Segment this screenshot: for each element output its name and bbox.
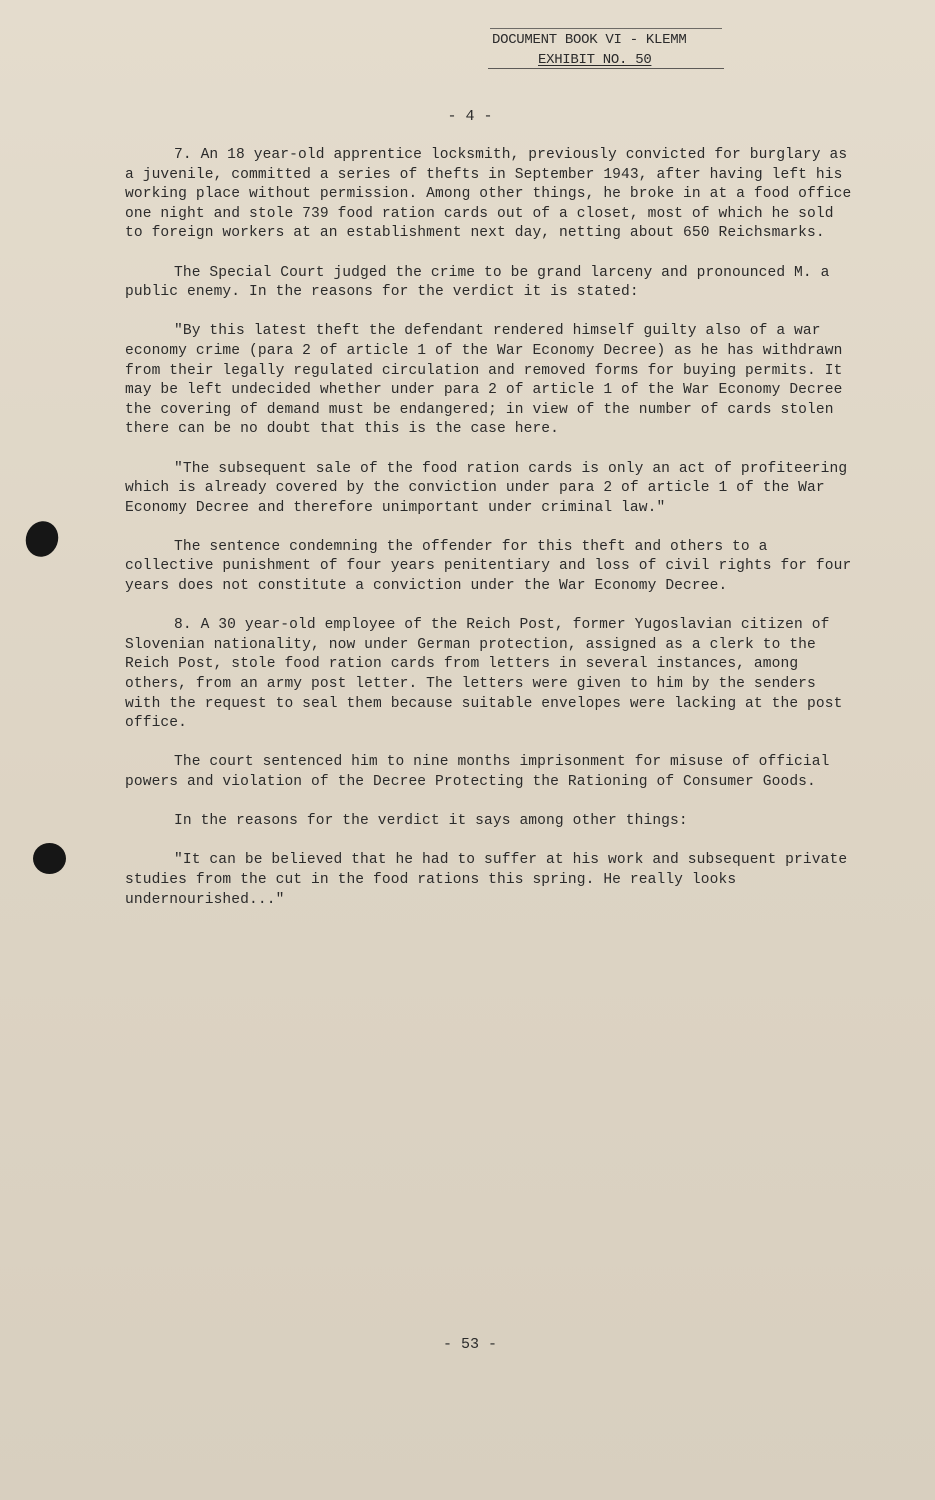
- paragraph-reasons: In the reasons for the verdict it says among other things:: [174, 813, 688, 830]
- paragraph-court-sentenced: The court sentenced him to nine months imprisonment for misuse of official powers and violation of the Decree Protecting the Rationing of Consumer Goods.: [125, 754, 830, 790]
- paragraph-quote-theft: "By this latest theft the defendant rendered himself guilty also of a war economy crime (para 2 of article 1 of the War Economy Decree) as he has withdrawn from their legally regulated circulation and removed forms for buying permits. It may be left undecided whether under para 2 of article 1 of the War Economy Decree the covering of demand must be endangered; in view of the number of cards stolen there can be no doubt that this is the case here.: [125, 323, 843, 438]
- document-book-title: DOCUMENT BOOK VI - KLEMM: [492, 32, 687, 48]
- paragraph-quote-undernourished: "It can be believed that he had to suffer at his work and subsequent private studies from the cut in the food rations this spring. He really looks undernourished...": [125, 852, 848, 908]
- punch-hole: [33, 843, 66, 874]
- document-header: [488, 30, 728, 70]
- paragraph-case-8: 8. A 30 year-old employee of the Reich Post, former Yugoslavian citizen of Slovenian nationality, now under German protection, assigned as a clerk to the Reich Post, stole food ration cards from letters in several instances, among others, from an army post letter. The letters were given to him by the senders with the request to seal them because suitable envelopes were lacking at the post office.: [125, 617, 843, 732]
- exhibit-number: EXHIBIT NO. 50: [538, 52, 652, 68]
- header-rule-bottom: [488, 68, 724, 69]
- paragraph-special-court: The Special Court judged the crime to be grand larceny and pronounced M. a public enemy. In the reasons for the verdict it is stated:: [125, 264, 830, 301]
- footer-page-number: - 53 -: [442, 1336, 497, 1353]
- document-body: [125, 146, 855, 930]
- page-number: - 4 -: [447, 108, 493, 125]
- header-rule-top: [490, 28, 722, 29]
- paragraph-case-7: 7. An 18 year-old apprentice locksmith, previously convicted for burglary as a juvenile, committed a series of thefts in September 1943, after having left his working place without permission. Among other things, he broke in at a food office one night and stole 739 food ration cards out of a closet, most of which he sold to foreign workers at an establishment next day, netting about 650 Reichsmarks.: [125, 147, 852, 242]
- paragraph-sentence: The sentence condemning the offender for this theft and others to a collective punishment of four years penitentiary and loss of civil rights for four years does not constitute a conviction under the War Economy Decree.: [125, 538, 852, 595]
- paragraph-quote-sale: "The subsequent sale of the food ration cards is only an act of profiteering which is already covered by the conviction under para 2 of article 1 of the War Economy Decree and therefore unimportant under criminal law.": [125, 460, 848, 516]
- punch-hole: [21, 517, 63, 562]
